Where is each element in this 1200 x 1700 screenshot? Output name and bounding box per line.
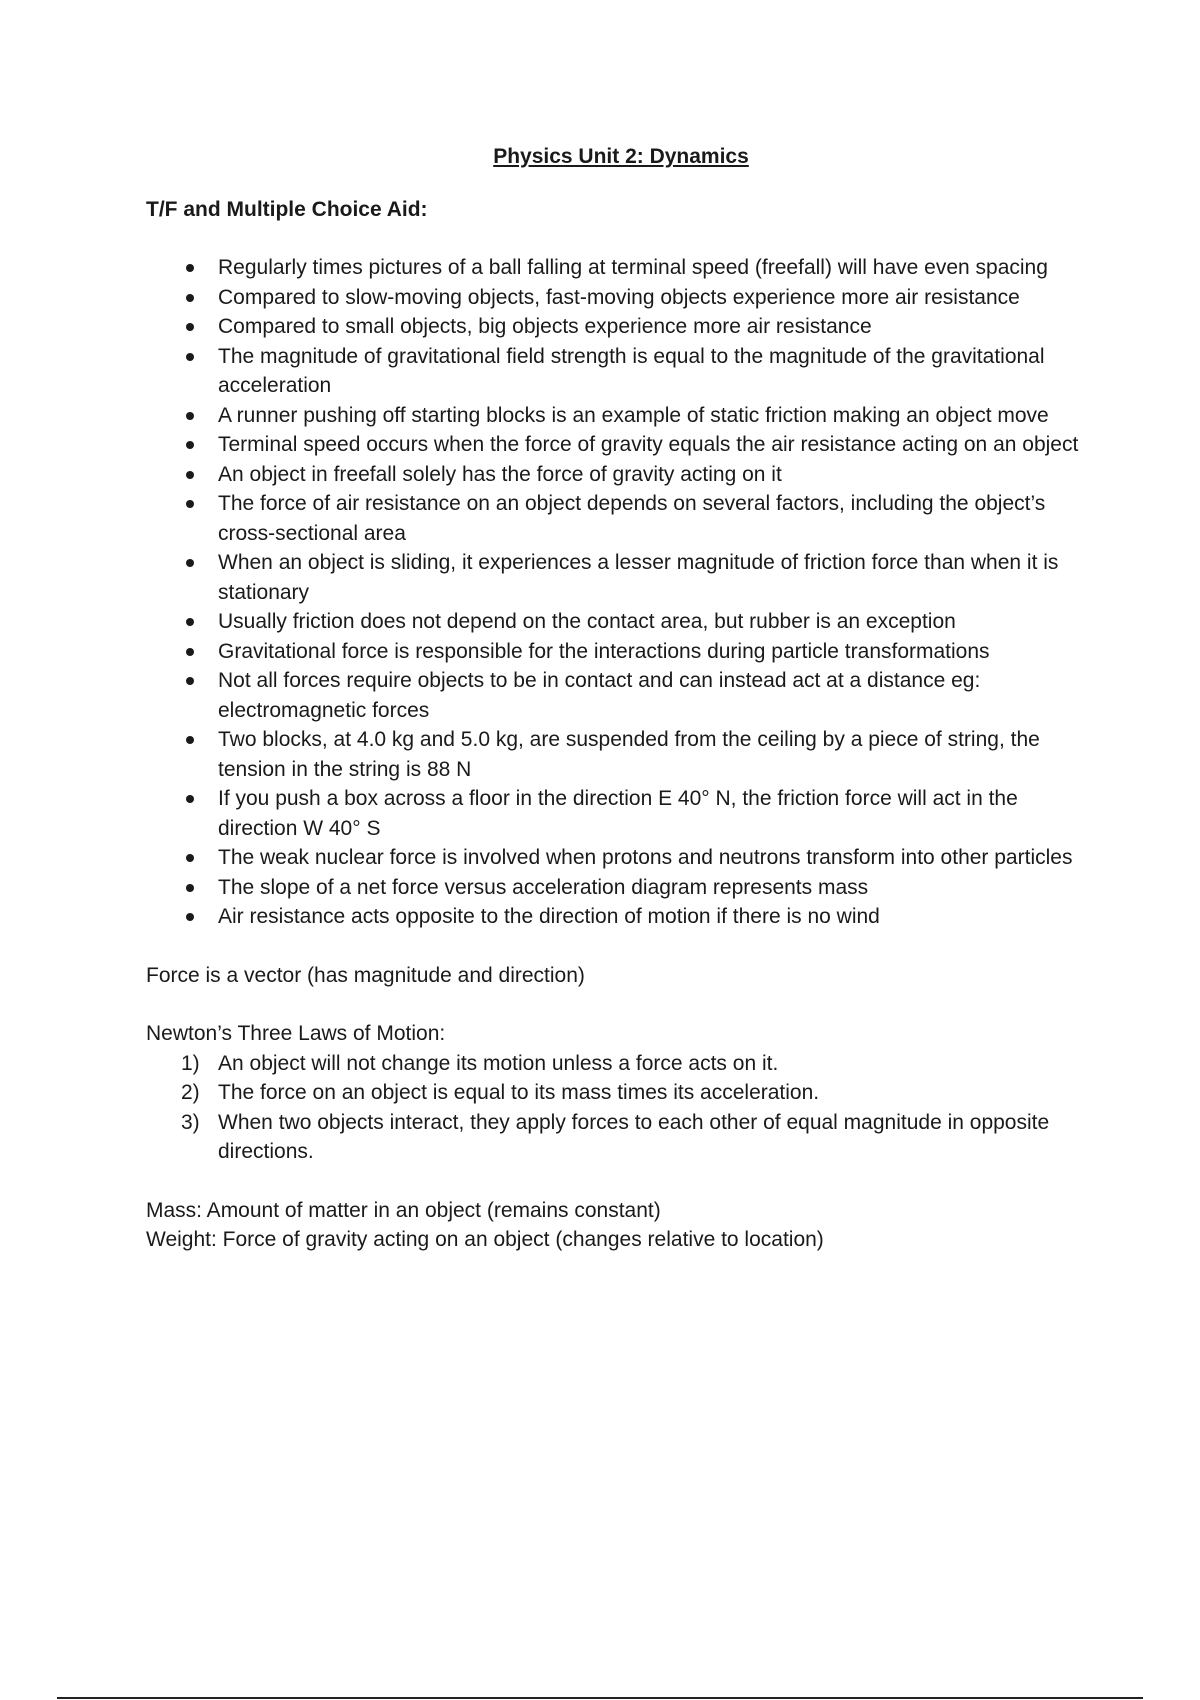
list-item xyxy=(146,784,1096,843)
list-item-text: The slope of a net force versus acceleration diagram represents mass xyxy=(218,875,869,899)
list-item-text: Not all forces require objects to be in contact and can instead act at a distance eg: electromagnetic forces xyxy=(218,669,981,722)
list-item-text: The force of air resistance on an object depends on several factors, including the object’s cross-sectional area xyxy=(218,492,1046,545)
list-item-text: The weak nuclear force is involved when protons and neutrons transform into other particles xyxy=(218,846,1073,869)
bullet-icon xyxy=(186,884,194,892)
list-item xyxy=(146,460,1096,490)
weight-definition: Weight: Force of gravity acting on an object (changes relative to location) xyxy=(146,1228,824,1251)
mass-definition: Mass: Amount of matter in an object (remains constant) xyxy=(146,1198,661,1222)
bullet-icon xyxy=(186,471,194,479)
list-item xyxy=(146,1108,1096,1167)
bullet-icon xyxy=(186,677,194,685)
list-item xyxy=(146,725,1096,784)
list-item xyxy=(146,1078,1096,1108)
list-item xyxy=(146,253,1096,283)
list-item xyxy=(146,401,1096,431)
law-number: 1) xyxy=(181,1051,200,1075)
list-item-text: Two blocks, at 4.0 kg and 5.0 kg, are suspended from the ceiling by a piece of string, the tension in the string is 88 N xyxy=(218,728,1040,781)
list-item xyxy=(146,666,1096,725)
list-item xyxy=(146,843,1096,873)
bullet-icon xyxy=(186,795,194,803)
list-item xyxy=(146,489,1096,548)
law-text: The force on an object is equal to its mass times its acceleration. xyxy=(218,1081,820,1104)
law-text: An object will not change its motion unless a force acts on it. xyxy=(218,1051,779,1075)
list-item-text: Compared to small objects, big objects experience more air resistance xyxy=(218,315,872,338)
list-item-text: Compared to slow-moving objects, fast-moving objects experience more air resistance xyxy=(218,285,1020,309)
tf-bullet-list xyxy=(146,253,1096,932)
bullet-icon xyxy=(186,412,194,420)
bullet-icon xyxy=(186,736,194,744)
bullet-icon xyxy=(186,648,194,656)
list-item-text: Regularly times pictures of a ball falling at terminal speed (freefall) will have even spacing xyxy=(218,256,1048,279)
bullet-icon xyxy=(186,618,194,626)
list-item-text: When an object is sliding, it experiences a lesser magnitude of friction force than when it is stationary xyxy=(218,551,1059,604)
list-item-text: Terminal speed occurs when the force of gravity equals the air resistance acting on an object xyxy=(218,433,1079,456)
bullet-icon xyxy=(186,294,194,302)
list-item xyxy=(146,637,1096,667)
document-body xyxy=(146,142,1096,1255)
list-item-text: A runner pushing off starting blocks is an example of static friction making an object move xyxy=(218,403,1049,427)
bullet-icon xyxy=(186,559,194,567)
section-heading-tf-aid: T/F and Multiple Choice Aid: xyxy=(146,197,428,221)
list-item-text: Usually friction does not depend on the contact area, but rubber is an exception xyxy=(218,610,956,633)
list-item xyxy=(146,283,1096,313)
list-item-text: The magnitude of gravitational field strength is equal to the magnitude of the gravitational acceleration xyxy=(218,344,1045,397)
bullet-icon xyxy=(186,323,194,331)
list-item xyxy=(146,548,1096,607)
law-text: When two objects interact, they apply forces to each other of equal magnitude in opposite directions. xyxy=(218,1110,1050,1163)
list-item xyxy=(146,1049,1096,1079)
footer-divider xyxy=(57,1697,1143,1699)
bullet-icon xyxy=(186,264,194,272)
bullet-icon xyxy=(186,500,194,508)
list-item xyxy=(146,430,1096,460)
list-item xyxy=(146,342,1096,401)
list-item-text: Gravitational force is responsible for the interactions during particle transformations xyxy=(218,639,990,663)
vector-note: Force is a vector (has magnitude and direction) xyxy=(146,963,585,987)
list-item xyxy=(146,312,1096,342)
law-number: 3) xyxy=(181,1110,200,1134)
bullet-icon xyxy=(186,441,194,449)
bullet-icon xyxy=(186,913,194,921)
newton-laws-list xyxy=(146,1049,1096,1167)
list-item xyxy=(146,902,1096,932)
list-item xyxy=(146,873,1096,903)
document-title: Physics Unit 2: Dynamics xyxy=(493,145,749,168)
list-item xyxy=(146,607,1096,637)
list-item-text: If you push a box across a floor in the direction E 40° N, the friction force will act in the direction W 40° S xyxy=(218,787,1018,840)
bullet-icon xyxy=(186,353,194,361)
newton-laws-heading: Newton’s Three Laws of Motion: xyxy=(146,1022,446,1045)
bullet-icon xyxy=(186,854,194,862)
law-number: 2) xyxy=(181,1081,200,1104)
list-item-text: An object in freefall solely has the force of gravity acting on it xyxy=(218,462,782,486)
list-item-text: Air resistance acts opposite to the direction of motion if there is no wind xyxy=(218,905,880,928)
